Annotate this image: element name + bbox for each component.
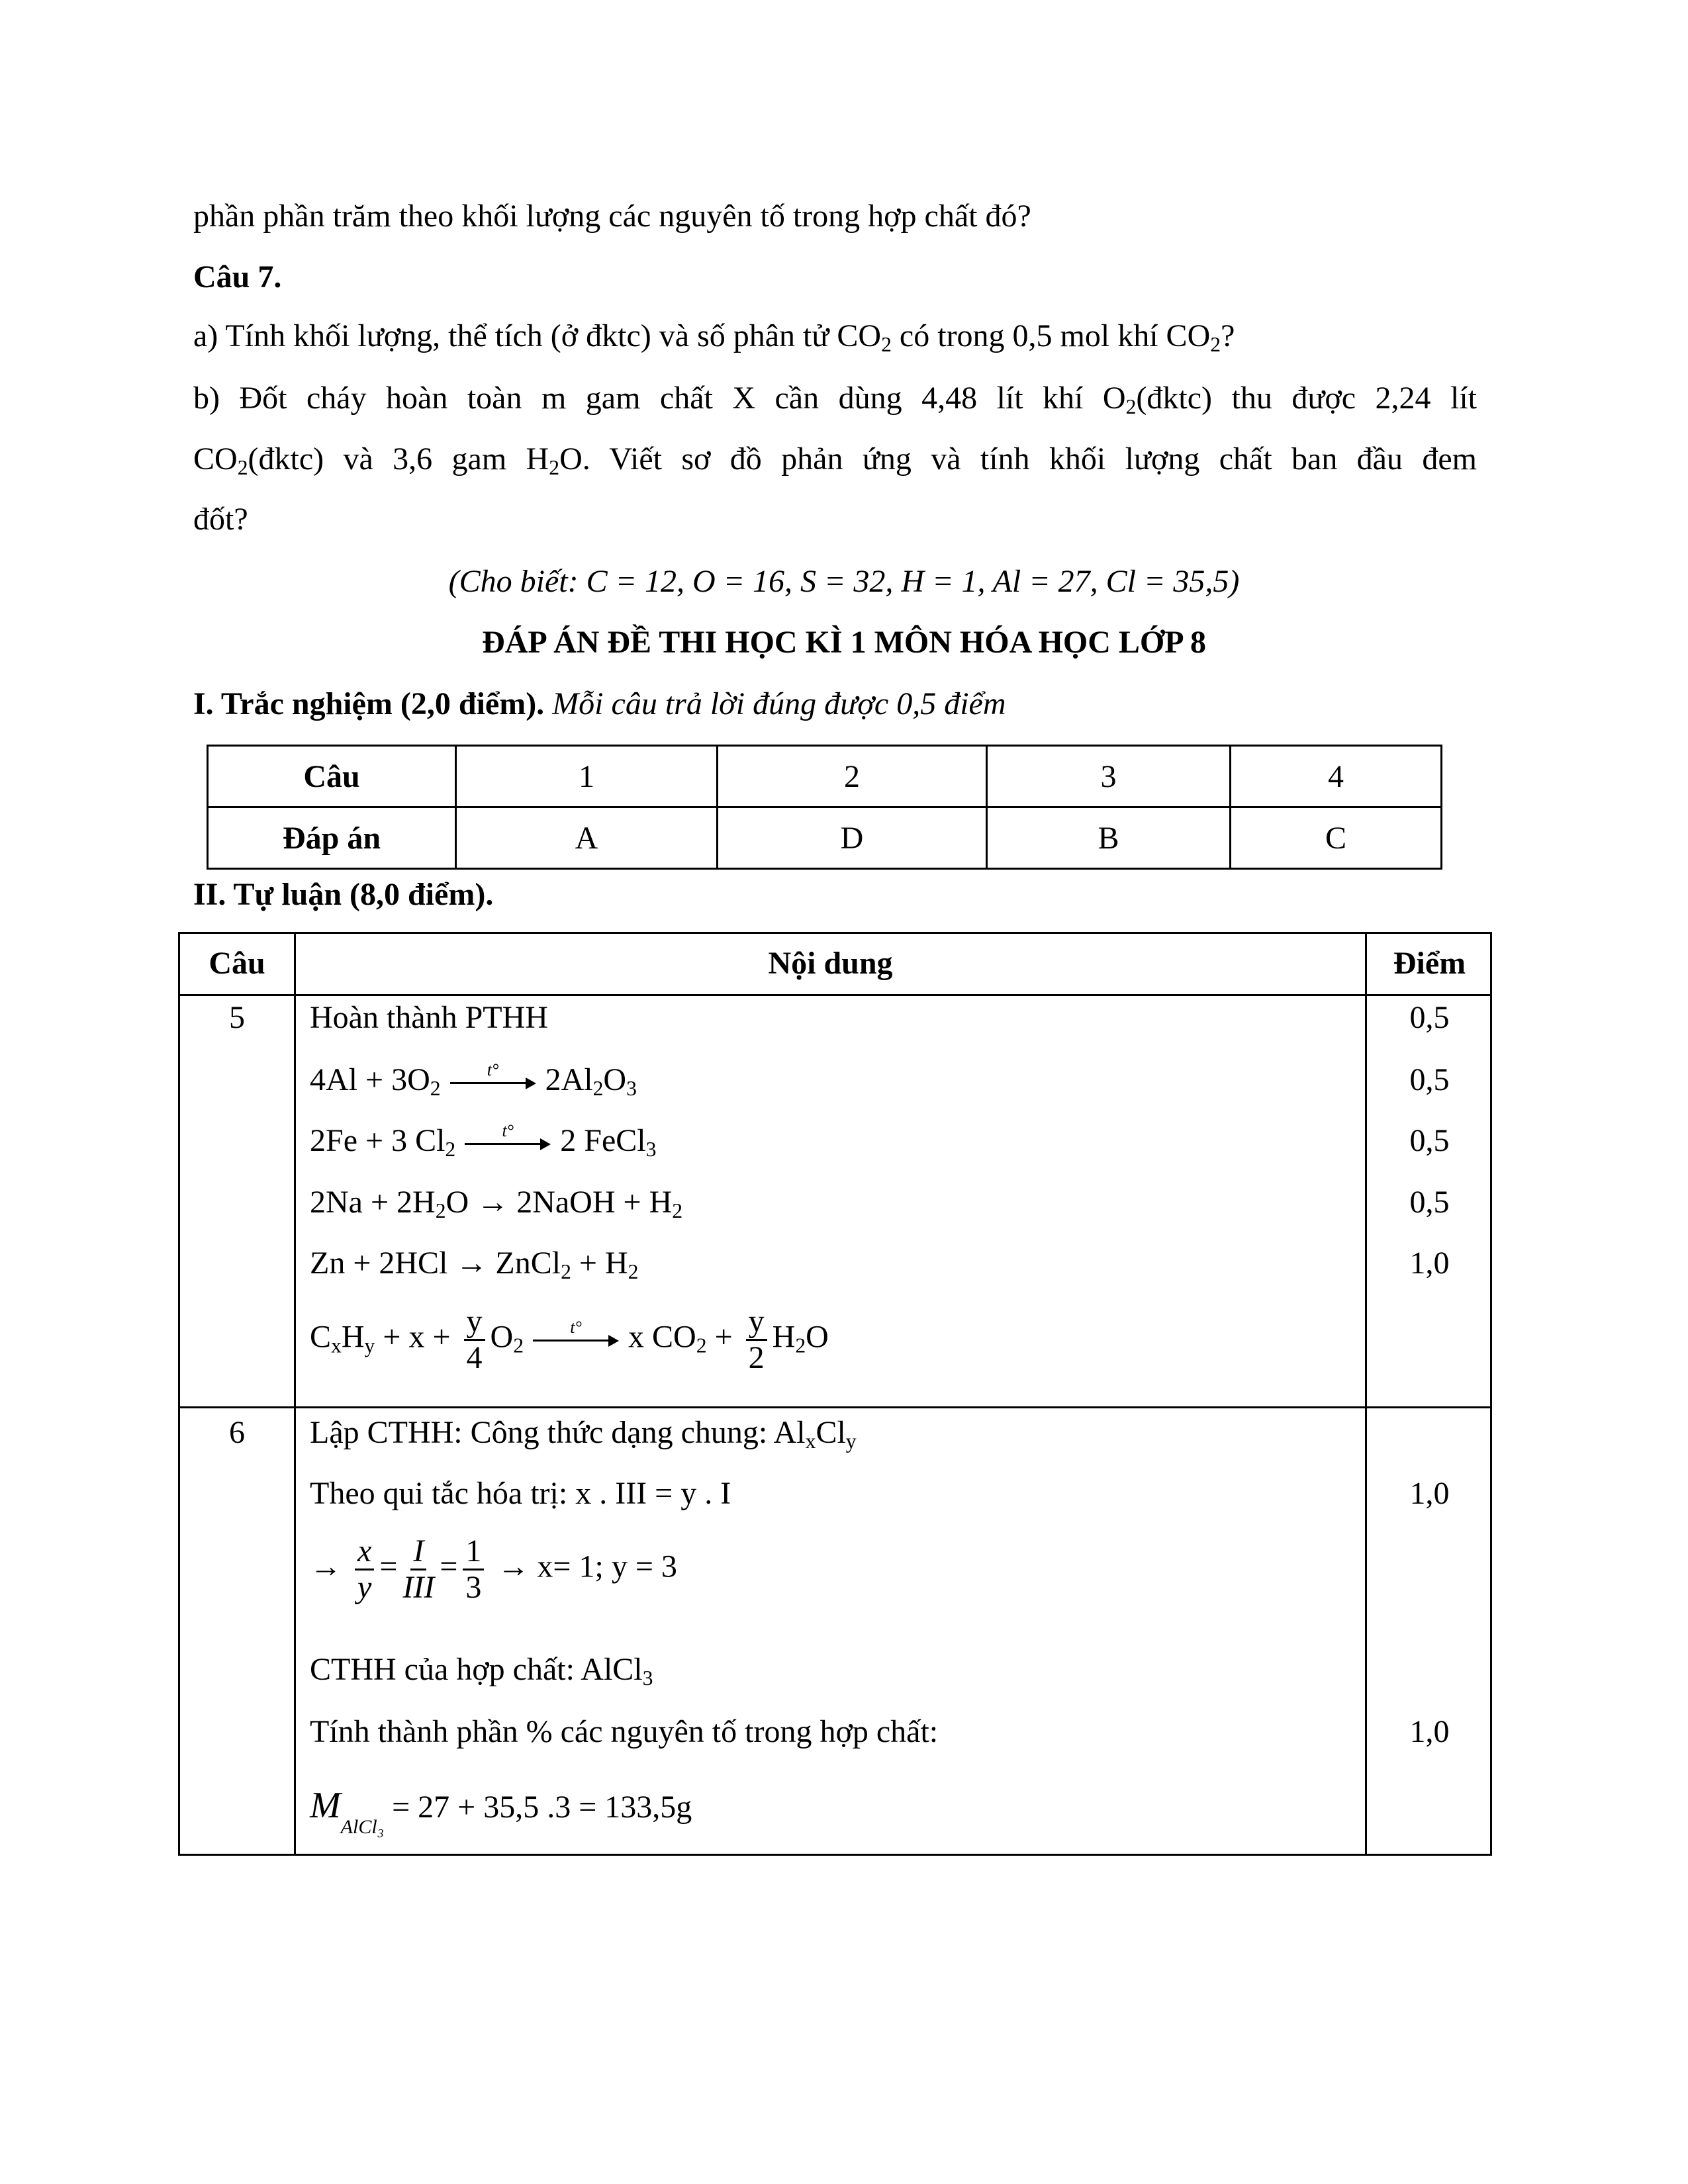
heat-arrow-icon [533,1317,619,1350]
text-segment: x CO [628,1319,696,1355]
equation-line [310,1304,829,1375]
denominator: y [357,1570,372,1605]
score: 1,0 [1409,1476,1450,1511]
score: 1,0 [1409,1246,1450,1281]
text-segment: (đktc) thu được 2,24 lít [1136,381,1477,416]
score: 0,5 [1409,1185,1450,1220]
text-segment: = [440,1549,458,1584]
content-line [310,1413,857,1453]
question-7b-line1 [193,379,1477,418]
text-segment: 2Na + 2H [310,1185,436,1220]
numerator: I [410,1534,426,1570]
table-row [208,807,1442,869]
molar-mass-symbol: M [310,1785,341,1826]
text-segment: H [772,1319,796,1355]
header-cau: Câu [209,946,265,981]
text-segment: O → 2NaOH + H [445,1185,673,1220]
content-line [310,1474,731,1514]
part1-heading-text: I. Trắc nghiệm (2,0 điểm). [193,686,545,721]
numerator: y [464,1304,485,1341]
subscript: 2 [628,1259,639,1283]
subscript: x [805,1429,816,1453]
subscript: 2 [549,455,560,479]
subscript: 2 [435,1199,446,1222]
subscript: x [331,1334,342,1357]
question-number: 5 [229,1000,245,1035]
question-cell: 3 [987,746,1231,807]
heat-label: t° [502,1120,514,1140]
text-segment: + [706,1319,741,1355]
text-segment: Zn + 2HCl → ZnCl [310,1246,561,1281]
text-segment: C [310,1319,332,1355]
heat-arrow-icon [465,1120,551,1154]
content-line [310,998,548,1038]
text-segment: CTHH của hợp chất: AlCl [310,1652,643,1687]
header-noi-dung: Nội dung [768,946,893,981]
header-cell: Đáp án [208,807,456,869]
text-segment: O [806,1319,829,1355]
text-segment: a) Tính khối lượng, thể tích (ở đktc) và số phân tử CO [193,318,882,353]
subscript: 2 [592,1076,604,1100]
text-segment: + H [571,1246,628,1281]
score: 0,5 [1409,1000,1450,1035]
text-segment: O [490,1319,514,1355]
question-7b-line2 [193,439,1477,479]
text-segment: Tính thành phần % các nguyên tố trong hợp chất: [310,1714,939,1749]
heat-label: t° [487,1060,499,1079]
question-cell: 2 [718,746,987,807]
header-diem: Điểm [1393,946,1466,981]
denominator: 3 [465,1570,482,1605]
question-7a [193,316,1235,356]
numerator: y [746,1304,767,1341]
text-segment: = [379,1549,398,1584]
column-divider [294,934,296,1854]
text-segment: O. Viết sơ đồ phản ứng và tính khối lượng chất ban đầu đem [559,441,1477,477]
score: 1,0 [1409,1714,1450,1749]
equation-line [310,1244,639,1283]
content-line [310,1712,938,1752]
table-row [208,746,1442,807]
subscript: 2 [445,1137,456,1161]
equation-line [310,1060,637,1100]
text-segment: CO [193,441,238,477]
subscript: 2 [430,1076,441,1100]
essay-answer-table [178,932,1492,1856]
text-segment: = 27 + 35,5 .3 = 133,5g [384,1790,692,1825]
score: 0,5 [1409,1062,1450,1097]
multiple-choice-answer-table [207,745,1442,870]
equation-line [310,1183,682,1222]
question-7-title: Câu 7. [193,259,282,295]
fraction [463,1534,484,1605]
text-segment: 2Al [545,1062,593,1097]
text-segment: 2Fe + 3 Cl [310,1123,445,1158]
subscript: 2 [672,1199,683,1222]
text-segment: H [341,1319,365,1355]
denominator: 2 [748,1340,765,1375]
header-cell: Câu [208,746,456,807]
subscript: 2 [1125,394,1137,418]
part2-heading: II. Tự luận (8,0 điểm). [193,877,494,912]
molar-mass-subscript: AlCl₃ [340,1816,385,1838]
answer-cell: B [987,807,1231,869]
content-line [310,1650,653,1690]
denominator: 4 [466,1340,483,1375]
row-divider [180,1406,1490,1408]
score: 0,5 [1409,1123,1450,1158]
text-segment: có trong 0,5 mol khí CO [891,318,1211,353]
content-line [310,1534,677,1605]
text-segment: (đktc) và 3,6 gam H [248,441,549,477]
text-segment: 2 FeCl [560,1123,646,1158]
question-cell: 4 [1231,746,1442,807]
text-segment: Cl [816,1415,846,1450]
subscript: 2 [561,1259,571,1283]
text-segment: 4Al + 3O [310,1062,430,1097]
subscript: 3 [642,1666,653,1690]
subscript: 2 [1210,332,1221,356]
subscript: 2 [696,1334,707,1357]
part1-note: Mỗi câu trả lời đúng được 0,5 điểm [544,686,1006,721]
question-7b-line3: đốt? [193,502,248,537]
fraction [746,1304,767,1375]
atomic-mass-note: (Cho biết: C = 12, O = 16, S = 32, H = 1, Al = 27, Cl = 35,5) [448,564,1240,599]
text-segment: Lập CTHH: Công thức dạng chung: Al [310,1415,806,1450]
subscript: 2 [237,455,248,479]
part1-heading [193,684,1006,724]
equation-line [310,1121,656,1161]
heat-arrow-icon [450,1060,536,1093]
numerator: x [355,1534,374,1570]
fraction [402,1534,434,1605]
fraction [464,1304,485,1375]
text-segment: → x= 1; y = 3 [489,1549,677,1584]
subscript: 3 [645,1137,657,1161]
subscript: 2 [513,1334,524,1357]
content-line [310,1785,692,1838]
fraction [355,1534,374,1605]
row-divider [180,994,1490,996]
subscript: 2 [795,1334,806,1357]
question-number: 6 [229,1415,245,1450]
subscript: y [364,1334,375,1357]
text-segment: Hoàn thành PTHH [310,1000,548,1035]
subscript: 3 [626,1076,637,1100]
subscript: y [845,1429,857,1453]
text-segment: Theo qui tắc hóa trị: x . III = y . I [310,1476,731,1511]
text-segment: O [603,1062,627,1097]
subscript: 2 [881,332,892,356]
heat-label: t° [570,1317,582,1337]
answer-title: ĐÁP ÁN ĐỀ THI HỌC KÌ 1 MÔN HÓA HỌC LỚP 8 [482,625,1206,660]
text-segment: b) Đốt cháy hoàn toàn m gam chất X cần dùng 4,48 lít khí O [193,381,1126,416]
answer-cell: D [718,807,987,869]
intro-line: phần phần trăm theo khối lượng các nguyên tố trong hợp chất đó? [193,199,1031,234]
answer-cell: A [456,807,718,869]
text-segment: → [310,1549,350,1584]
question-cell: 1 [456,746,718,807]
denominator: III [402,1570,435,1605]
text-segment: + x + [375,1319,459,1355]
answer-cell: C [1231,807,1442,869]
text-segment: ? [1221,318,1235,353]
numerator: 1 [463,1534,484,1570]
